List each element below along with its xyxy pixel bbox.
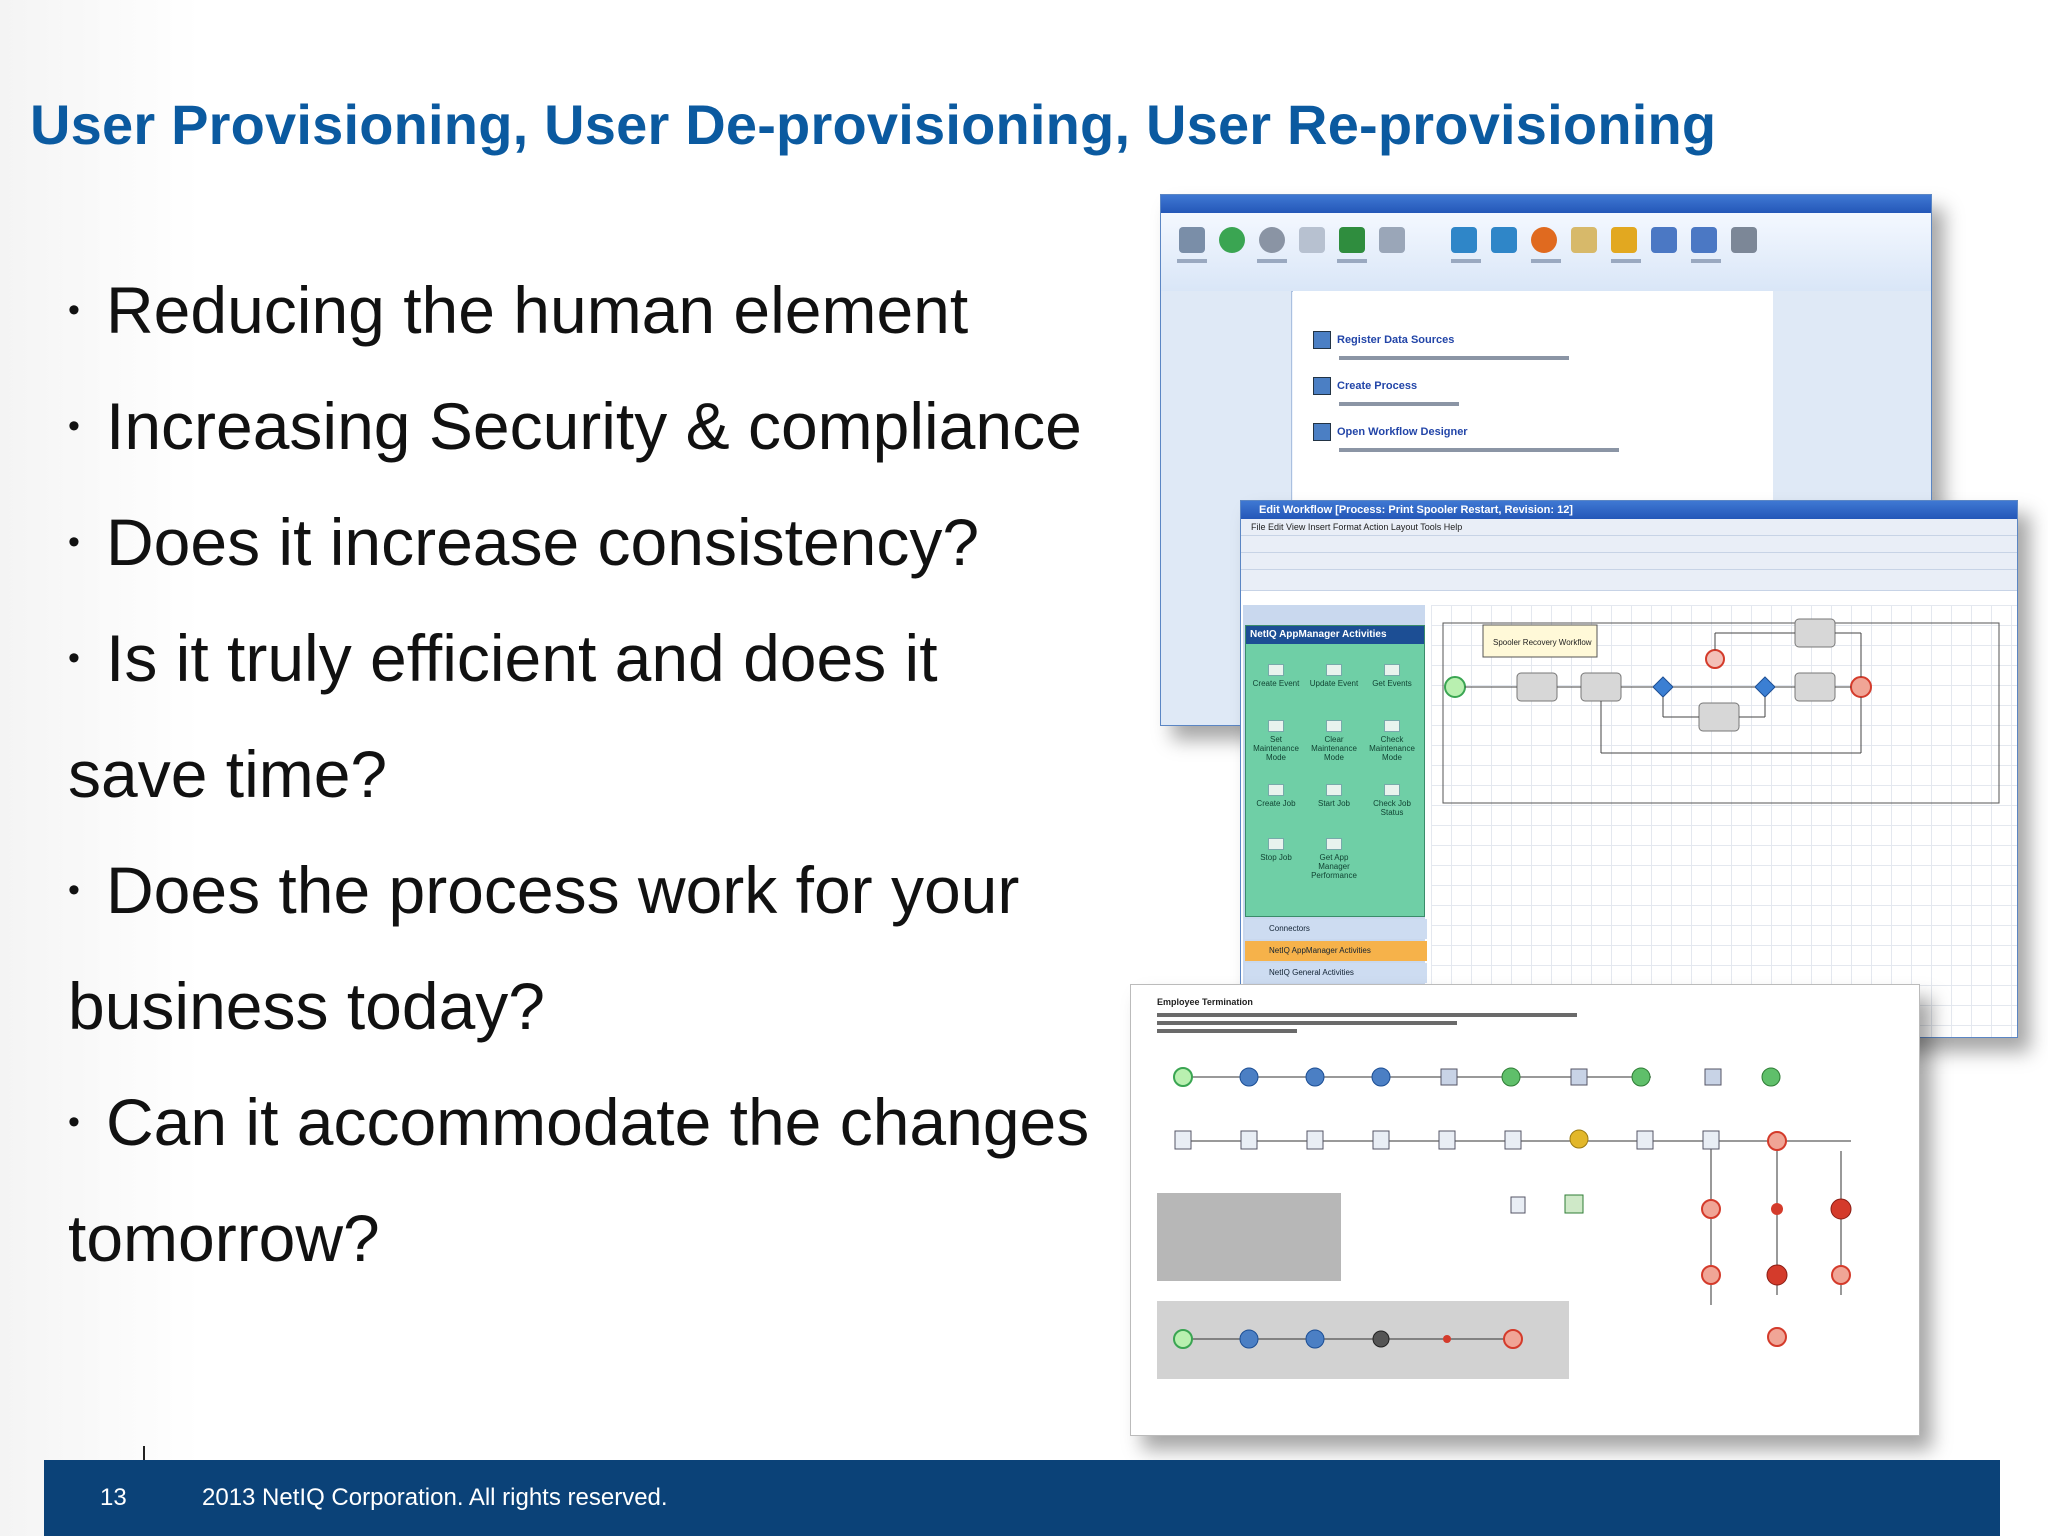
toolbar-label bbox=[1451, 259, 1481, 263]
bullet-item bbox=[68, 252, 1128, 368]
toolbar-icon bbox=[1379, 227, 1405, 253]
diagram-heading: Employee Termination bbox=[1157, 997, 1253, 1007]
process-flow bbox=[1131, 985, 1919, 1435]
bullet-text: business today? bbox=[68, 969, 545, 1043]
library-tab-connectors[interactable]: Connectors bbox=[1245, 919, 1427, 939]
database-icon bbox=[1313, 331, 1331, 349]
toolbar-icon bbox=[1299, 227, 1325, 253]
bullet-marker: • bbox=[68, 639, 80, 677]
bullet-item bbox=[68, 600, 1128, 716]
divider-tick bbox=[143, 1446, 145, 1460]
library-tab-appmanager[interactable]: NetIQ AppManager Activities bbox=[1245, 941, 1427, 961]
bullet-item bbox=[68, 368, 1128, 484]
copyright-text: 2013 NetIQ Corporation. All rights reserved. bbox=[202, 1484, 668, 1511]
activities-panel bbox=[1245, 625, 1425, 917]
toolbar-icon bbox=[1179, 227, 1205, 253]
toolbar-label bbox=[1177, 259, 1207, 263]
bullet-item bbox=[68, 832, 1128, 948]
activity-item: Create Event bbox=[1250, 664, 1302, 688]
toolbar-icon bbox=[1531, 227, 1557, 253]
task-create-process: Create Process bbox=[1313, 377, 1459, 406]
bullet-item bbox=[68, 484, 1128, 600]
toolbar-label bbox=[1257, 259, 1287, 263]
toolbar-icon bbox=[1219, 227, 1245, 253]
window-titlebar: Edit Workflow [Process: Print Spooler Restart, Revision: 12] bbox=[1241, 501, 2017, 519]
toolbar-icon bbox=[1259, 227, 1285, 253]
bullet-marker: • bbox=[68, 1103, 80, 1141]
toolbar-label bbox=[1611, 259, 1641, 263]
activity-item: Get App Manager Performance bbox=[1308, 838, 1360, 880]
bullet-continuation bbox=[68, 948, 1128, 1064]
workflow-diagram bbox=[1431, 605, 2017, 1037]
toolbar bbox=[1241, 536, 2017, 553]
workflow-canvas[interactable] bbox=[1431, 605, 2017, 1037]
activities-panel-title: NetIQ AppManager Activities bbox=[1246, 626, 1424, 644]
window-titlebar bbox=[1161, 195, 1931, 213]
toolbar-icon bbox=[1691, 227, 1717, 253]
bullet-continuation bbox=[68, 1180, 1128, 1296]
bullet-list bbox=[68, 252, 1128, 1296]
ribbon-toolbar bbox=[1161, 213, 1931, 292]
activity-item: Stop Job bbox=[1250, 838, 1302, 862]
library-tab-general[interactable]: NetIQ General Activities bbox=[1245, 963, 1427, 983]
process-diagram-screenshot bbox=[1130, 984, 1920, 1436]
activity-item: Set Maintenance Mode bbox=[1250, 720, 1302, 762]
toolbar-icon bbox=[1571, 227, 1597, 253]
bullet-item bbox=[68, 1064, 1128, 1180]
bullet-text: Does the process work for your bbox=[106, 853, 1020, 927]
activity-item: Check Job Status bbox=[1366, 784, 1418, 817]
bullet-text: Is it truly efficient and does it bbox=[106, 621, 938, 695]
toolbar-icon bbox=[1611, 227, 1637, 253]
workflow-icon bbox=[1313, 423, 1331, 441]
menu-bar: File Edit View Insert Format Action Layout Tools Help bbox=[1241, 519, 2017, 536]
bullet-text: tomorrow? bbox=[68, 1201, 380, 1275]
toolbar-icon bbox=[1491, 227, 1517, 253]
toolbar-icon bbox=[1651, 227, 1677, 253]
toolbar-label bbox=[1337, 259, 1367, 263]
bullet-text: save time? bbox=[68, 737, 388, 811]
bullet-marker: • bbox=[68, 523, 80, 561]
task-description bbox=[1339, 356, 1569, 360]
bullet-marker: • bbox=[68, 871, 80, 909]
task-description bbox=[1339, 448, 1619, 452]
bullet-marker: • bbox=[68, 407, 80, 445]
bullet-text: Can it accommodate the changes bbox=[106, 1085, 1090, 1159]
activity-item: Clear Maintenance Mode bbox=[1308, 720, 1360, 762]
activity-item: Start Job bbox=[1308, 784, 1360, 808]
toolbar-icon bbox=[1731, 227, 1757, 253]
toolbar-icon bbox=[1339, 227, 1365, 253]
activity-item: Check Maintenance Mode bbox=[1366, 720, 1418, 762]
slide-title: User Provisioning, User De-provisioning, User Re-provisioning bbox=[30, 93, 1717, 156]
workflow-editor-screenshot bbox=[1240, 500, 2018, 1038]
bullet-text: Increasing Security & compliance bbox=[106, 389, 1082, 463]
library-browser bbox=[1243, 605, 1425, 1037]
bullet-continuation bbox=[68, 716, 1128, 832]
toolbar-icon bbox=[1451, 227, 1477, 253]
bullet-text: Does it increase consistency? bbox=[106, 505, 980, 579]
task-description bbox=[1339, 402, 1459, 406]
footer-bar bbox=[44, 1460, 2000, 1536]
page-number: 13 bbox=[100, 1484, 127, 1511]
toolbar-label bbox=[1691, 259, 1721, 263]
bullet-marker: • bbox=[68, 291, 80, 329]
toolbar-label bbox=[1531, 259, 1561, 263]
process-icon bbox=[1313, 377, 1331, 395]
bullet-text: Reducing the human element bbox=[106, 273, 969, 347]
task-open-workflow-designer: Open Workflow Designer bbox=[1313, 423, 1619, 452]
diagram-label: Spooler Recovery Workflow bbox=[1493, 638, 1592, 647]
activity-item: Create Job bbox=[1250, 784, 1302, 808]
activity-item: Get Events bbox=[1366, 664, 1418, 688]
task-register-data-sources: Register Data Sources bbox=[1313, 331, 1569, 360]
toolbar bbox=[1241, 570, 2017, 591]
toolbar bbox=[1241, 553, 2017, 570]
activity-item: Update Event bbox=[1308, 664, 1360, 688]
